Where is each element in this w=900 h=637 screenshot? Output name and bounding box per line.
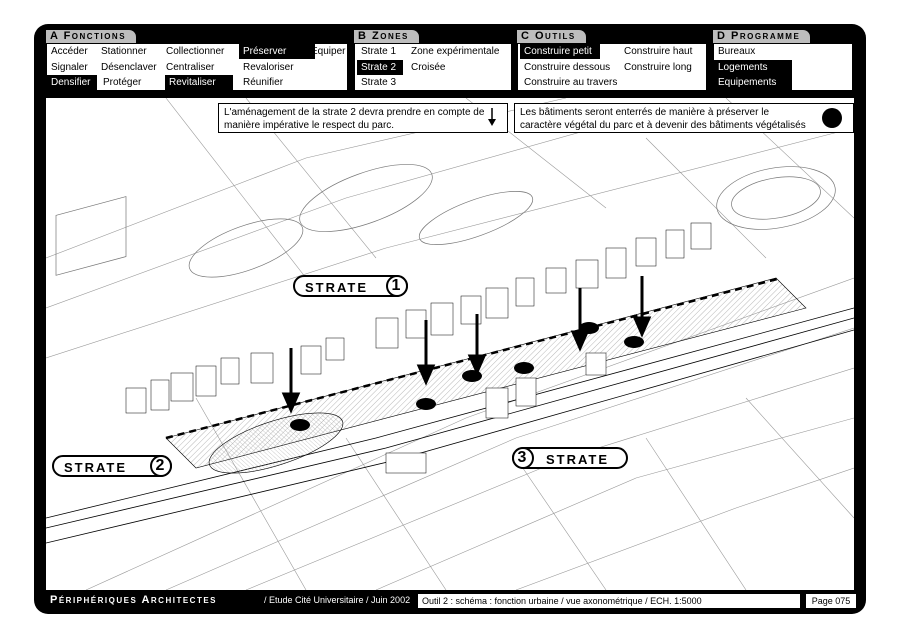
note-right-text: Les bâtiments seront enterrés de manière à préserver le caractère végétal du parc et à devenir des bâtiments végétalisés xyxy=(520,107,806,131)
footer-study: / Etude Cité Universitaire / Juin 2002 xyxy=(264,595,411,605)
note-left-text: L'aménagement de la strate 2 devra prendre en compte de manière impérative le respect du parc. xyxy=(224,107,485,131)
item-construire-long[interactable]: Construire long xyxy=(624,62,692,73)
map-drawing xyxy=(46,98,854,590)
item-centraliser[interactable]: Centraliser xyxy=(166,62,215,73)
item-equiper[interactable]: Equiper xyxy=(311,46,346,57)
section-b-box xyxy=(354,43,512,91)
item-strate-1[interactable]: Strate 1 xyxy=(361,46,397,57)
item-strate-2[interactable]: Strate 2 xyxy=(357,60,403,75)
strate-1-label xyxy=(293,275,408,297)
strate-3-number: 3 xyxy=(512,447,534,469)
item-proteger[interactable]: Protéger xyxy=(103,77,142,88)
strate-2-text: STRATE xyxy=(64,460,128,475)
item-revitaliser[interactable]: Revitaliser xyxy=(165,75,233,90)
strate-3-label xyxy=(512,447,628,469)
item-logements[interactable]: Logements xyxy=(714,60,792,75)
item-desenclaver[interactable]: Désenclaver xyxy=(101,62,157,73)
item-construire-haut[interactable]: Construire haut xyxy=(624,46,693,57)
section-d-header xyxy=(713,30,853,43)
section-b-header xyxy=(354,30,512,43)
note-left xyxy=(218,103,508,133)
section-d-title: D Programme xyxy=(713,30,810,43)
footer-firm: Périphériques Architectes xyxy=(50,594,217,606)
strate-2-label xyxy=(52,455,172,477)
note-right xyxy=(514,103,854,133)
item-construire-petit[interactable]: Construire petit xyxy=(520,44,600,59)
item-revaloriser[interactable]: Revaloriser xyxy=(243,62,294,73)
strate-1-text: STRATE xyxy=(305,280,369,295)
section-a-box xyxy=(46,43,348,91)
footer-tool: Outil 2 : schéma : fonction urbaine / vue axonométrique / ECH. 1:5000 xyxy=(418,594,800,608)
section-c-box xyxy=(517,43,707,91)
item-construire-dessous[interactable]: Construire dessous xyxy=(524,62,611,73)
item-construire-au-travers[interactable]: Construire au travers xyxy=(524,77,618,88)
footer-page: Page 075 xyxy=(806,594,856,608)
item-acceder[interactable]: Accéder xyxy=(51,46,88,57)
item-preserver[interactable]: Préserver xyxy=(239,44,315,59)
item-bureaux[interactable]: Bureaux xyxy=(718,46,756,57)
item-signaler[interactable]: Signaler xyxy=(51,62,88,73)
item-reunifier[interactable]: Réunifier xyxy=(243,77,284,88)
item-croisee[interactable]: Croisée xyxy=(411,62,446,73)
strate-3-text: STRATE xyxy=(546,452,610,467)
axonometric-map xyxy=(46,98,854,590)
item-equipements[interactable]: Equipements xyxy=(714,75,792,90)
section-b-title: B Zones xyxy=(354,30,419,43)
item-zone-experimentale[interactable]: Zone expérimentale xyxy=(411,46,500,57)
strate-1-number: 1 xyxy=(386,275,408,297)
section-c-header xyxy=(517,30,707,43)
item-collectionner[interactable]: Collectionner xyxy=(166,46,225,57)
section-a-header xyxy=(46,30,348,43)
section-a-title: A Fonctions xyxy=(46,30,136,43)
strate-2-number: 2 xyxy=(150,455,172,477)
section-d-box xyxy=(713,43,853,91)
section-c-title: C Outils xyxy=(517,30,586,43)
note-left-arrow-icon xyxy=(484,106,500,128)
item-stationner[interactable]: Stationner xyxy=(101,46,147,57)
dot-marker-icon xyxy=(822,108,842,128)
item-densifier[interactable]: Densifier xyxy=(47,75,97,90)
item-strate-3[interactable]: Strate 3 xyxy=(361,77,397,88)
